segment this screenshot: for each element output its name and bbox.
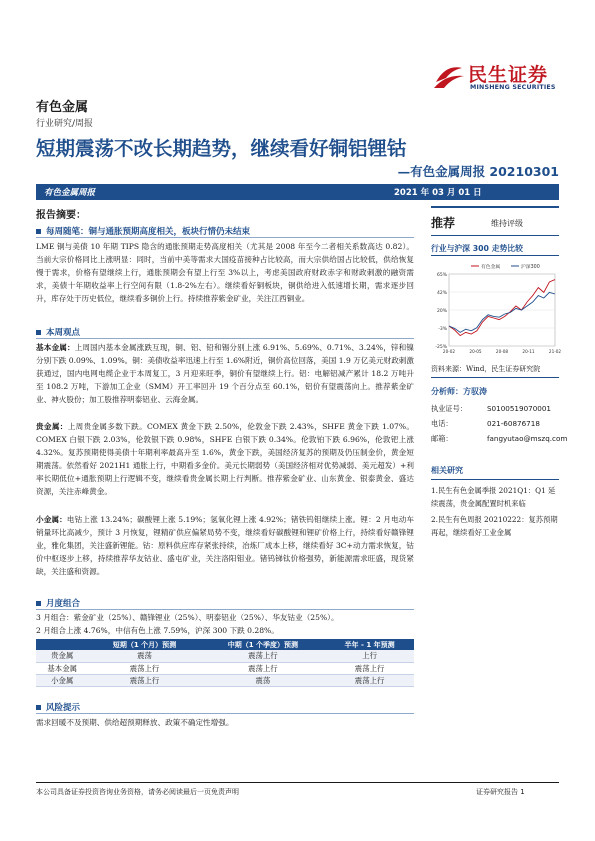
analyst-email-value[interactable]: fangyutao@mszq.com	[487, 434, 568, 443]
section-weekly-essay: 每周随笔：铜与通胀预期高度相关，板块行情仍未结束	[36, 225, 250, 237]
analyst-license-label: 执业证号：	[431, 404, 467, 413]
monthly-portfolio-line2: 2 月组合上涨 4.76%，中信有色上涨 7.59%，沪深 300 下跌 0.28%。	[36, 626, 279, 635]
series-line	[449, 280, 555, 336]
table-cell: 震荡	[88, 650, 200, 662]
table-row	[36, 650, 414, 662]
series-line	[449, 292, 555, 332]
weekly-essay-body: LME 铜与美债 10 年期 TIPS 隐含的通胀预期走势高度相关（尤其是 2008 年至今二者相关系数高达 0.82）。当前大宗价格同比上涨明显：同时，当前中美等需求大国疫苗接种占比较高，而大宗供给国占比较低，供给恢复慢于需求，价格有望继续上行，通胀预期会有望上行至 3%以上，考虑美国政府财政赤字和财政刺激的融资需求，美债十年期收益率上行空间有限（1.8-2%左右）。继续看好铜板块，铜供给进入低速增长期，需求逐步回升，库存处于历史低位，继续看多铜价上行。持续推荐紫金矿业，关注江西铜业。	[36, 242, 414, 303]
legend-label: 沪深300	[521, 265, 540, 270]
divider	[36, 338, 414, 339]
table-cell: 震荡上行	[325, 662, 414, 674]
divider	[36, 237, 414, 238]
rating-sub: 维持评级	[491, 219, 523, 228]
precious-metals-paragraph: 贵金属：上周贵金属多数下跌。COMEX 黄金下跌 2.50%，伦敦金下跌 2.43%，SHFE 黄金下跌 1.07%。COMEX 白银下跌 2.03%，伦敦银下跌 0.98%，SHFE 白银下跌 0.34%。伦敦铂下跌 6.96%，伦敦钯上涨 4.32%。复苏预期使得美债十年期利率最高升至 1.6%，黄金下跌，美国经济复苏的预期及仍压制金价，黄金短期震荡。依然看好 2021H1 通胀上行，中期看多金价。美元长期弱势（美国经济相对优势减弱、美元超发）+利率长期低位+通胀预期上行逻辑不变，继续看贵金属长期上行判断。推荐紫金矿业、山东黄金、银泰黄金、盛达资源，关注赤峰黄金。	[36, 422, 414, 496]
x-tick-label: 20-05	[469, 349, 482, 354]
report-subtitle: —有色金属周报 20210301	[397, 164, 559, 179]
x-tick-label: 20-08	[495, 349, 509, 354]
divider	[431, 255, 559, 256]
y-tick-label: 20%	[436, 309, 447, 314]
chart-source: 资料来源：Wind，民生证券研究院	[431, 365, 541, 373]
bullet-icon	[36, 705, 41, 710]
y-tick-label: -3%	[438, 327, 447, 332]
table-row	[36, 662, 414, 674]
table-cell: 贵金属	[36, 650, 88, 662]
performance-chart	[431, 258, 562, 362]
table-cell: 小金属	[36, 674, 88, 686]
band-label: 有色金属周报	[44, 188, 96, 198]
brand-name-cn: 民生证券	[468, 64, 549, 86]
analyst-heading: 分析师：方驭涛	[431, 387, 487, 396]
summary-heading: 报告摘要：	[36, 210, 86, 221]
x-tick-label: 20-11	[522, 349, 535, 354]
bullet-icon	[36, 330, 41, 335]
related-research-heading: 相关研究	[431, 465, 559, 480]
minor-metals-paragraph: 小金属：电钴上涨 13.24%；碳酸锂上涨 5.19%；氢氧化锂上涨 4.92%；锗铁钨钼继续上涨。锂：2 月电动车销量环比高减少，预计 3 月恢复，锂精矿供应偏紧局势不变，继续看好碳酸锂和锂矿价格上行，持续看好赣锋锂业，雅化集团，关注盛新锂能。钴：原料供应库存紧张持续，冶炼厂成本上移，继续看好 3C+动力需求恢复，钴价中枢逐步上移，持续推荐华友钴业、盛屯矿业，关注洛阳钼业。锗钨锑钛价格强势，新能源需求旺盛，现货紧缺，关注盛和资源。	[36, 515, 415, 576]
table-row	[36, 674, 414, 686]
table-cell: 震荡上行	[88, 662, 200, 674]
divider	[36, 713, 414, 714]
table-cell: 震荡上行	[201, 650, 326, 662]
table-header-cell: 中期（1 个季度）预测	[201, 639, 326, 650]
y-tick-label: 65%	[436, 273, 447, 278]
related-research-item[interactable]: 1.民生有色金属季报 2021Q1：Q1 延续震荡，贵金属配置时机来临	[431, 486, 556, 508]
y-tick-label: -25%	[435, 345, 447, 350]
section-risk: 风险提示	[36, 701, 80, 713]
y-tick-label: 42%	[436, 291, 447, 296]
footer-page: 证券研究报告 1	[476, 788, 525, 796]
table-cell: 上行	[325, 650, 414, 662]
analyst-phone-value: 021-60876718	[487, 419, 540, 428]
bullet-icon	[36, 601, 41, 606]
footer-disclaimer: 本公司具备证券投资咨询业务资格，请务必阅读最后一页免责声明	[36, 788, 239, 796]
table-cell: 震荡上行	[325, 674, 414, 686]
divider	[36, 609, 414, 610]
analyst-email-label: 邮箱：	[431, 434, 453, 443]
table-cell: 震荡上行	[88, 674, 200, 686]
analyst-license-value: S0100519070001	[487, 404, 552, 413]
section-monthly-portfolio: 月度组合	[36, 597, 80, 609]
table-cell: 震荡上行	[201, 662, 326, 674]
table-header-cell: 短期（1 个月）预测	[88, 639, 200, 650]
x-tick-label: 20-02	[442, 349, 456, 354]
risk-body: 需求回暖不及预期、供给超预期释放、政策不确定性增强。	[36, 718, 234, 727]
table-cell: 基本金属	[36, 662, 88, 674]
report-date: 2021 年 03 月 01 日	[394, 188, 482, 198]
monthly-portfolio-line1: 3 月组合：紫金矿业（25%）、赣锋锂业（25%）、明泰铝业（25%）、华友钴业（25%）。	[36, 613, 339, 622]
analyst-phone-label: 电话：	[431, 419, 453, 428]
bullet-icon	[36, 229, 41, 234]
report-type: 行业研究/周报	[36, 119, 94, 129]
chart-title: 行业与沪深 300 走势比较	[431, 244, 523, 253]
forecast-table	[36, 639, 414, 687]
rating-main: 推荐	[431, 216, 456, 230]
x-tick-label: 21-02	[548, 349, 562, 354]
minsheng-logo-icon	[432, 62, 466, 92]
divider	[431, 377, 559, 378]
industry-label: 有色金属	[36, 100, 89, 115]
table-header-row	[36, 639, 414, 650]
table-header-cell: 半年 - 1 年预测	[325, 639, 414, 650]
legend-label: 有色金属	[481, 265, 501, 270]
base-metals-paragraph: 基本金属：上周国内基本金属涨跌互现，铜、铝、铅和锡分别上涨 6.91%、5.69%、0.71%、3.24%，锌和镍分别下跌 0.09%、1.09%。铜：美债收益率迅速上行至 1.6%附近，铜价高位回落，美国 1.9 万亿美元财政刺激获通过，国内电网电缆企业于本周复工，3 月迎来旺季，铜价有望继续上行。铝：电解铝减产累计 18.2 万吨升至 108.2 万吨，下游加工企业（SMM）开工率回升 19 个百分点至 60.1%，铝价有望震荡向上。推荐紫金矿业、神火股份；加工股推荐明泰铝业、云海金属。	[36, 343, 415, 404]
related-research-item[interactable]: 2.民生有色周报 20210222：复苏预期再起，继续看好工业金属	[431, 515, 558, 537]
brand-name-en: MINSHENG SECURITIES	[470, 84, 556, 91]
section-weekly-view: 本周观点	[36, 326, 80, 338]
footer-divider	[36, 782, 559, 783]
table-cell: 震荡	[201, 674, 326, 686]
table-header-cell	[36, 639, 88, 650]
report-title: 短期震荡不改长期趋势，继续看好铜铝锂钴	[36, 137, 407, 160]
